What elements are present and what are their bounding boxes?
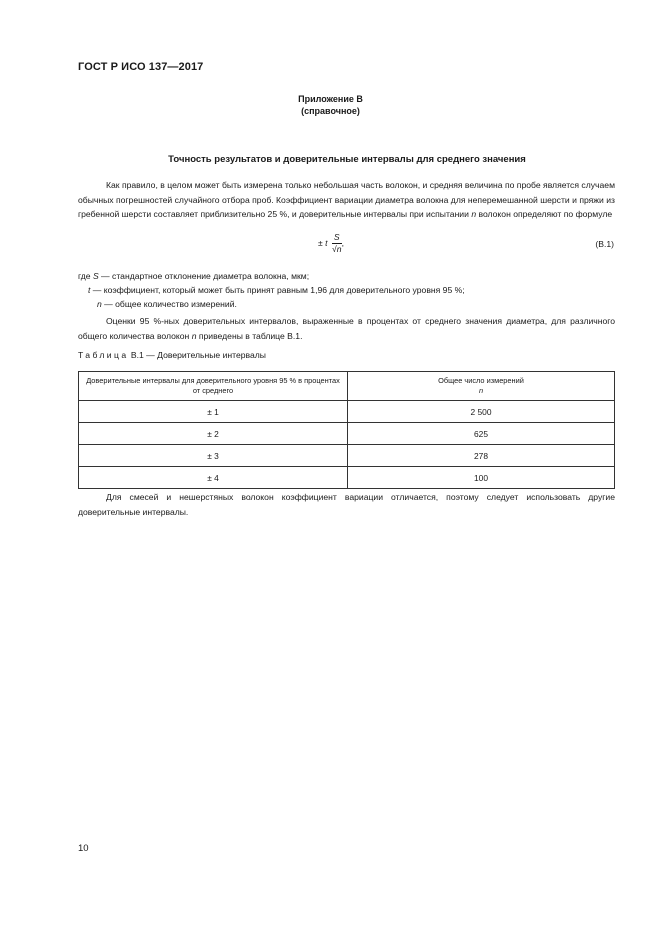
where-text: — стандартное отклонение диаметра волокна, мкм; (98, 271, 310, 281)
where-text: — общее количество измерений. (101, 299, 237, 309)
where-item (88, 283, 465, 297)
formula-prefix: ± t (318, 237, 328, 248)
where-item (78, 269, 309, 283)
table-header-count (348, 372, 615, 401)
page-number: 10 (78, 843, 89, 854)
table-row (79, 445, 615, 467)
section-title: Точность результатов и доверительные интервалы для среднего значения (168, 154, 526, 165)
table-cell: 100 (348, 467, 615, 489)
table-cell: 278 (348, 445, 615, 467)
table-cell: 625 (348, 423, 615, 445)
table-row (79, 423, 615, 445)
formula (318, 232, 344, 255)
where-symbol: S (92, 271, 99, 281)
table-row (79, 401, 615, 423)
confidence-table (78, 371, 615, 489)
table-header-interval (79, 372, 348, 401)
closing-paragraph (78, 490, 615, 519)
table-caption (78, 350, 266, 360)
table-row (79, 467, 615, 489)
table-cell: ± 4 (79, 467, 348, 489)
formula-numerator: S (333, 232, 340, 242)
closing-text: Для смесей и нешерстяных волокон коэффициент вариации отличается, поэтому следует использовать другие доверительные интервалы. (78, 492, 615, 517)
where-symbol: n (97, 299, 102, 309)
where-symbol: t (88, 285, 91, 295)
table-cell: ± 1 (79, 401, 348, 423)
where-lead: где (78, 271, 93, 281)
where-item (97, 297, 237, 311)
header-symbol: n (478, 386, 484, 395)
standard-header: ГОСТ Р ИСО 137—2017 (78, 61, 204, 73)
where-text: — коэффициент, который может быть принят равным 1,96 для доверительного уровня 95 %; (90, 285, 465, 295)
formula-suffix: , (341, 237, 345, 248)
estimate-paragraph (78, 314, 615, 343)
formula-number: (В.1) (595, 239, 614, 249)
table-caption-word: Таблица (78, 350, 129, 360)
formula-fraction (332, 232, 345, 255)
table-cell: ± 2 (79, 423, 348, 445)
annex-title: Приложение В (298, 94, 363, 104)
intro-paragraph (78, 178, 615, 222)
table-caption-rest: В.1 — Доверительные интервалы (128, 350, 266, 360)
header-text: Общее число измерений (438, 376, 524, 385)
table-cell: 2 500 (348, 401, 615, 423)
estimate-text: Оценки 95 %-ных доверительных интервалов, выраженные в процентах от среднего значения диаметра, для различного общего количества волокон n приведены в таблице В.1. (78, 316, 615, 341)
annex-subtitle: (справочное) (301, 106, 360, 116)
annex-heading (0, 93, 661, 117)
intro-text: Как правило, в целом может быть измерена только небольшая часть волокон, и средняя величина по пробе является случаем обычных погрешностей случайного отбора проб. Коэффициент вариации диаметра волокна для неперемешанной шерсти и пряжи из гребенной шерсти составляет приблизительно 25 %, и доверительные интервалы при испытании n волокон определяют по формуле (78, 180, 615, 219)
table-cell: ± 3 (79, 445, 348, 467)
formula-denominator: √n (332, 244, 342, 254)
header-text: Доверительные интервалы для доверительного уровня 95 % в процентах от среднего (86, 376, 340, 395)
table-header-row (79, 372, 615, 401)
